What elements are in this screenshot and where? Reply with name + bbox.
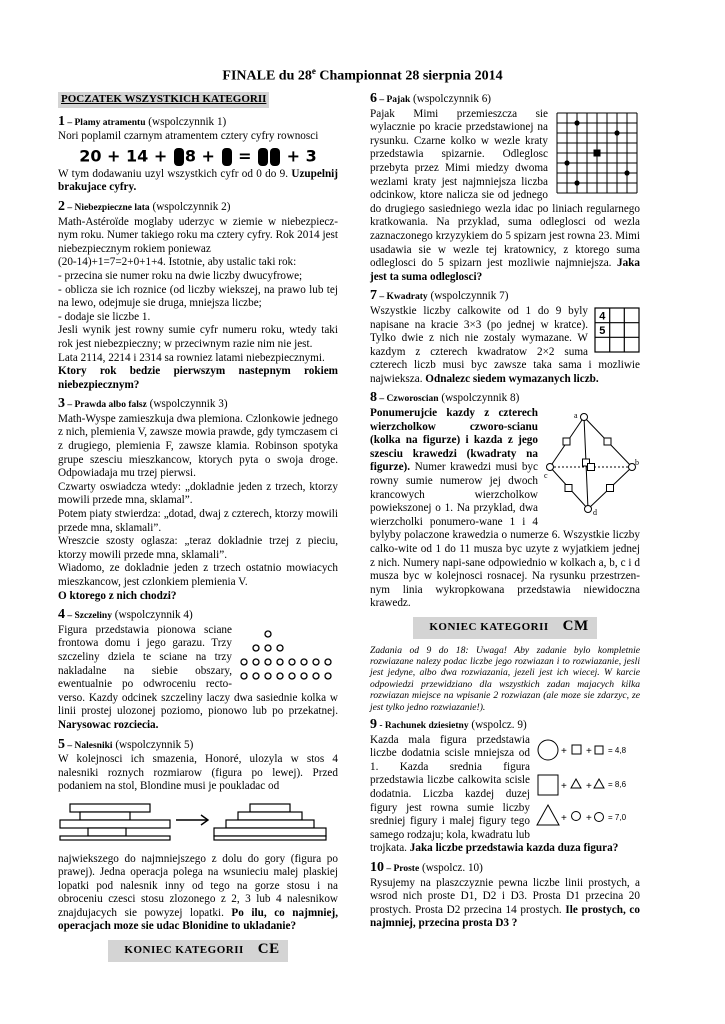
problem-coef: (wspolcz. 9)	[468, 719, 527, 731]
problem-title: – Nalesniki	[65, 740, 113, 751]
problem-8-text: a b c d Ponumerujcie kazdy z czterech wierzcholkow czworo-scianu (kolka na figurze) i kazda z jego szesciu krawedzi (kwadraty na figurze). Numer krawedzi musi byc rowny sumie numerow jej dwoch krancowych wierzcholkow powiekszonej o 1. Na przyklad, dwa wierzcholki ponumero-wane 1 i 4 bylyby polaczone krawedzia o numerze 6. Wszystkie liczby calko-wite od 1 do 11 musza byc uzyte z wyjatkiem jednej z nich. Numery napi-sane odpowiednio w kolkach a, b, c i d musza byc w kolejnosci rosnacej. Na rysunku przestrzen-nym linia wykropkowana przedstawia niewidoczna krawedz.	[370, 407, 640, 610]
problem-3-text: Wreszcie szosty oglasza: „teraz dokladnie trzej z pieciu, ktorzy mowili przede mna, sklamali”.	[58, 535, 338, 561]
kwadraty-grid-figure	[594, 307, 640, 353]
spider-grid-figure	[554, 110, 640, 196]
ink-blot-icon	[222, 148, 232, 166]
problem-number: 3	[58, 396, 65, 412]
problem-title: – Niebezpieczne lata	[65, 202, 150, 213]
problem-number: 6	[370, 91, 377, 106]
grid-cell-5: 5	[599, 324, 606, 337]
problem-2-text: Jesli wynik jest rowny sumie cyfr numeru roku, wtedy taki rok jest niebezpieczny; w przeciwnym razie nim nie jest.	[58, 324, 338, 350]
problem-3-text: Math-Wyspe zamieszkuja dwa plemiona. Czlonkowie jednego z nich, plemienia V, zawsze mowia prawde, gdy tymczasem ci z drugiego, plemienia F, zawsze klamia. Robinson spotyka grupe szesciu mieszkancow, ktorych pyta o swoja droge. Odpowiadaja mu trzej pierwsi.	[58, 412, 338, 480]
problem-10-text: Rysujemy na plaszczyznie pewna liczbe linii prostych, a wsrod nich proste D1, D2 i D3. Prosta D1 przecina 20 prostych. Prosta D2 przecina 14 prostych. Ile prostych, co najmniej, przecina prosta D3 ?	[370, 876, 640, 930]
problem-number: 5	[58, 736, 65, 752]
problem-title: – Pajak	[377, 95, 411, 105]
problem-number: 7	[370, 288, 377, 304]
tetrahedron-figure	[544, 409, 640, 517]
problem-4-text: Figura przedstawia pionowa sciane frontowa domu i jego garazu. Trzy szczeliny dziela te sciane na trzy nakladalne na siebie obszary, ewentualnie po odwroceniu recto-verso. Kazdy odcinek szczeliny laczy dwa sasiednie kolka w linii prostej ulozonej poziomo, pionowo lub po przekatnej. Narysowac rozciecia.	[58, 623, 338, 731]
eq-part: + 3	[281, 146, 317, 166]
problem-number: 2	[58, 198, 65, 214]
problem-5-question: najwiekszego do najmniejszego z dolu do gory (figura po prawej). Jedna operacja polega na wsunieciu malej plaskiej lopatki pod nalesnik inny od tego na gorze stosu i na obroceniu czesci stosu zlozonego z 2, 3 lub 4 nalesnikow znajdujacych sie powyzej lopatki. Po ilu, co najmniej, operacjach moze sie udac Blonidine to ukladanie?	[58, 852, 338, 933]
house-dots-figure	[238, 626, 338, 688]
problem-coef: (wspolczynnik 5)	[112, 738, 194, 751]
shapes-equations-figure	[536, 736, 640, 834]
end-category-cm-banner: KONIEC KATEGORII CM	[370, 617, 640, 639]
problem-3-heading	[58, 397, 338, 413]
problem-2-text: - dodaje sie liczbe 1.	[58, 310, 151, 323]
title-superscript: e	[311, 66, 316, 76]
problem-2-text: Lata 2114, 2214 i 2314 sa rowniez latami niebezpiecznymi.	[58, 351, 325, 364]
problem-title: – Proste	[384, 863, 420, 874]
problem-coef: (wspolczynnik 3)	[146, 398, 228, 411]
problem-6-heading	[370, 92, 640, 108]
problem-2-text: (20-14)+1=7=2+0+1+4. Istotnie, aby ustalic taki rok:	[58, 256, 297, 269]
eq-part: =	[232, 146, 258, 166]
problem-3-question: O ktorego z nich chodzi?	[58, 589, 177, 602]
problem-2-heading	[58, 200, 338, 216]
grid-cell-4: 4	[599, 310, 606, 323]
problem-coef: (wspolczynnik 4)	[111, 609, 193, 622]
ink-blot-icon	[258, 148, 268, 166]
shape-result-3: = 7,0	[608, 812, 627, 822]
answer-note: Zadania od 9 do 18: Uwaga! Aby zadanie bylo kompletnie rozwiazane nalezy podac liczbe jego rozwiazan i to rozwiazanie, jesli jest jedyne, albo dwa rozwiazania, jezeli jest ich wiecej. W karcie odpowiedzi przewidziano dla wszystkich zadan majacych kilka rozwiazan miejsce na wpisanie 2 rozwiazan (ale moze sie zdarzyc, ze jest tylko jedno rozwiazanie!).	[370, 644, 640, 713]
problem-2-text: Math-Astéroïde moglaby uderzyc w ziemie w niebezpiecz-nym roku. Numer takiego roku ma cztery cyfry. Rok 2014 jest niebezpiecznym rokiem poniewaz	[58, 215, 338, 255]
pancake-stacks-figure	[58, 794, 338, 848]
problem-coef: (wspolczynnik 2)	[149, 200, 231, 213]
svg-text:+: +	[586, 812, 592, 824]
problem-5-heading	[58, 738, 338, 754]
problem-3-text: Wiadomo, ze dokladnie jeden z trzech ostatnio mowiacych mieszkancow, jest czlonkiem plemienia V.	[58, 562, 338, 588]
problem-number: 4	[58, 607, 65, 623]
problem-4-heading	[58, 608, 338, 624]
ink-blot-icon	[270, 148, 280, 166]
problem-title: – Szczeliny	[65, 611, 112, 622]
problem-number: 8	[370, 390, 377, 406]
problem-10-heading	[370, 861, 640, 877]
svg-text:+: +	[586, 745, 592, 757]
vertex-label-a: a	[574, 411, 578, 421]
eq-part: 8 +	[184, 146, 221, 166]
problem-coef: (wspolczynnik 7)	[427, 290, 509, 303]
problem-coef: (wspolczynnik 1)	[145, 115, 227, 128]
problem-coef: (wspolcz. 10)	[419, 861, 483, 874]
eq-part: 20 + 14 +	[79, 146, 173, 166]
problem-2-text: - oblicza sie ich roznice (od liczby wiekszej, na prawo lub tej na lewo, odejmuje sie druga, mniejsza liczbe;	[58, 283, 338, 310]
problem-6-text: Pajak Mimi przemieszcza sie wylacznie po kracie przedstawionej na rysunku. Czarne kolko w wezle kraty przedstawia spizarnie. Odleglosc przebyta przez Mimi miedzy dwoma wezlami kraty jest najmniejsza liczba odcinkow, ktore nalicza sie od jednego do drugiego sasiedniego wezla idac po liniach regularnego kratkowania. Na przyklad, suma odleglosci od wezla zaznaczonego krzyzykiem do 5 spizarn jest rowna 23. Mimi usadawia sie w wezle tej kratownicy, z ktorego suma odleglosci do 5 spizarn jest mozliwie najmniejsza. Jaka jest ta suma odleglosci?	[370, 107, 640, 283]
svg-text:+: +	[561, 745, 567, 757]
svg-text:+: +	[561, 812, 567, 824]
left-column	[58, 92, 338, 968]
problem-coef: (wspolczynnik 6)	[410, 93, 492, 105]
ink-equation	[58, 148, 338, 166]
vertex-label-b: b	[635, 458, 639, 468]
problem-number: 9	[370, 717, 377, 732]
problem-7-text: 4 5 Wszystkie liczby calkowite od 1 do 9 byly napisane na kracie 3×3 (po jednej w kratce). Tylko dwie z nich nie zostaly wymazane. W kazdym z czterech kwadratow 2×2 suma czterech liczb musi byc zawsze taka sama i mozliwie najwieksza. Odnalezc siedem wymazanych liczb.	[370, 304, 640, 385]
start-banner: POCZATEK WSZYSTKICH KATEGORII	[58, 92, 269, 108]
problem-8-heading	[370, 391, 640, 407]
problem-7-heading	[370, 289, 640, 305]
problem-title: – Plamy atramentu	[65, 117, 146, 128]
problem-9-heading	[370, 718, 640, 734]
vertex-label-c: c	[544, 471, 548, 481]
shape-result-2: = 8,6	[608, 779, 627, 789]
problem-number: 10	[370, 859, 384, 875]
problem-2-text: - przecina sie numer roku na dwie liczby dwucyfrowe;	[58, 269, 303, 282]
problem-2-question: Ktory rok bedzie pierwszym nastepnym rokiem niebezpiecznym?	[58, 365, 338, 391]
end-category-ce-banner: KONIEC KATEGORII CE	[58, 940, 338, 962]
problem-coef: (wspolczynnik 8)	[438, 392, 520, 405]
right-column	[370, 92, 640, 931]
svg-text:+: +	[561, 780, 567, 792]
problem-1-question: W tym dodawaniu uzyl wszystkich cyfr od 0 do 9. Uzupelnij brakujace cyfry.	[58, 167, 338, 194]
problem-number: 1	[58, 113, 65, 129]
problem-3-text: Potem piaty stwierdza: „dotad, dwaj z czterech, ktorzy mowili przede mna, sklamali”.	[58, 508, 338, 534]
vertex-label-d: d	[593, 508, 597, 518]
problem-5-text: W kolejnosci ich smazenia, Honoré, ulozyla w stos 4 nalesniki roznych rozmiarow (figura po lewej). Przed podaniem na stol, Blondine musi je poukladac od	[58, 753, 338, 793]
problem-9-text: + + + + + + = 4,8 = 8,6 = 7,0 Kazda mala figura przedstawia liczbe dodatnia scisle mniejsza od 1. Kazda srednia figura przedstawia liczbe calkowita scisle dodatnia. Liczba kazdej duzej figury jest rowna sumie liczby sredniej figury i malej figury tego samego rodzaju; kola, kwadratu lub trojkata. Jaka liczbe przedstawia kazda duza figura?	[370, 734, 640, 856]
problem-title: – Prawda albo falsz	[65, 400, 147, 411]
problem-title: – Czworoscian	[377, 394, 439, 405]
title-part: FINALE du 28	[222, 68, 312, 84]
problem-1-text: Nori poplamil czarnym atramentem cztery cyfry rownosci	[58, 130, 319, 143]
shape-result-1: = 4,8	[608, 745, 627, 755]
svg-text:+: +	[586, 780, 592, 792]
problem-title: – Kwadraty	[377, 292, 428, 303]
ink-blot-icon	[174, 148, 184, 166]
page-title	[0, 66, 725, 85]
title-part: Championnat 28 sierpnia 2014	[315, 68, 503, 84]
problem-title: - Rachunek dziesietny	[377, 721, 469, 731]
problem-1-heading	[58, 115, 338, 131]
problem-3-text: Czwarty oswiadcza wtedy: „dokladnie jeden z trzech, ktorzy mowili przede mna, sklamal”.	[58, 480, 338, 507]
